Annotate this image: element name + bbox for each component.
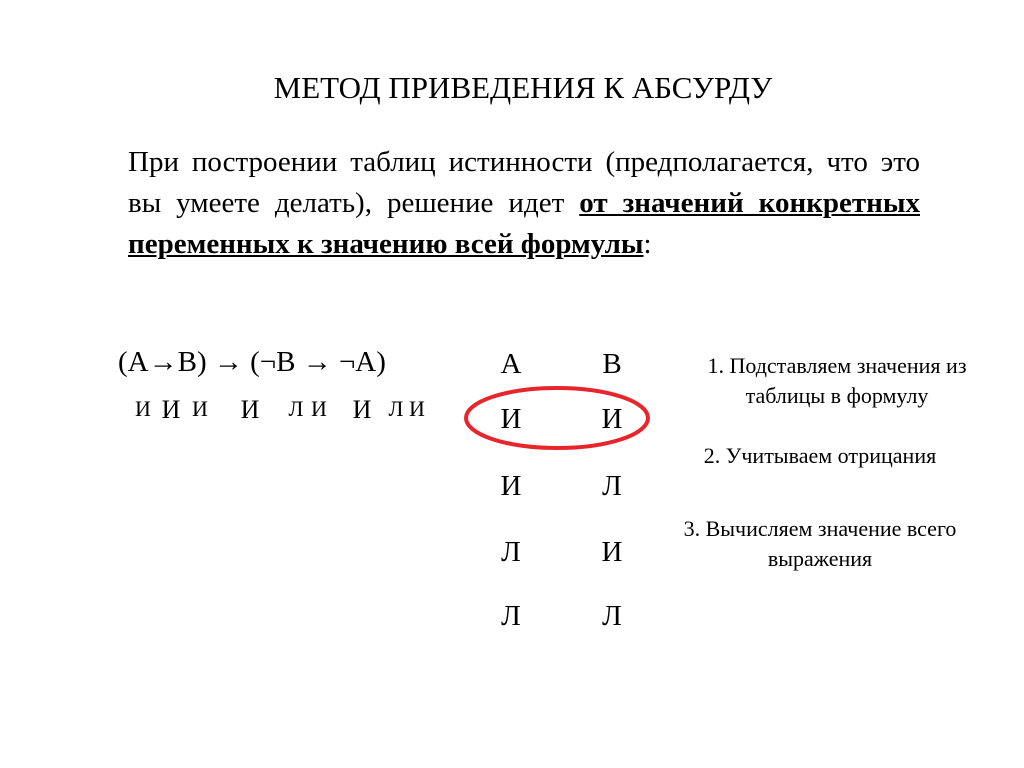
table-cell-r3-b: И <box>601 536 623 568</box>
table-cell-r1-a: И <box>500 403 522 435</box>
table-cell-r2-b: Л <box>602 470 622 502</box>
intro-paragraph <box>128 142 920 265</box>
truth-value-not-b: Л <box>288 396 304 421</box>
intro-colon: : <box>643 228 652 260</box>
table-cell-r2-a: И <box>500 470 522 502</box>
step-1: 1. Подставляем значения из таблицы в формулу <box>707 353 967 408</box>
formula: (A→B) → (¬B → ¬A) <box>118 346 386 378</box>
truth-value-main-implication: И <box>240 395 260 424</box>
step-3: 3. Вычисляем значение всего выражения <box>683 516 957 571</box>
highlight-oval <box>462 384 652 452</box>
intro-emphasis: от значений конкретных переменных к значению всей формулы <box>128 187 920 260</box>
truth-value-not-a: Л <box>388 396 404 421</box>
truth-value-inner-implication: И <box>352 395 372 424</box>
truth-value-a2: И <box>409 396 425 421</box>
truth-value-b: И <box>192 396 208 421</box>
table-cell-r4-b: Л <box>602 600 622 632</box>
truth-value-implication: И <box>161 395 181 424</box>
table-header-b: B <box>602 348 622 380</box>
page-title: МЕТОД ПРИВЕДЕНИЯ К АБСУРДУ <box>273 70 773 105</box>
table-header-a: A <box>500 348 522 380</box>
table-cell-r4-a: Л <box>501 600 521 632</box>
table-cell-r3-a: Л <box>501 536 521 568</box>
truth-value-a: И <box>135 396 151 421</box>
intro-text: При построении таблиц истинности (предполагается, что это вы умеете делать), решение идет <box>128 146 920 219</box>
table-cell-r1-b: И <box>601 403 623 435</box>
truth-value-b2: И <box>311 396 327 421</box>
step-2: 2. Учитываем отрицания <box>703 443 937 468</box>
